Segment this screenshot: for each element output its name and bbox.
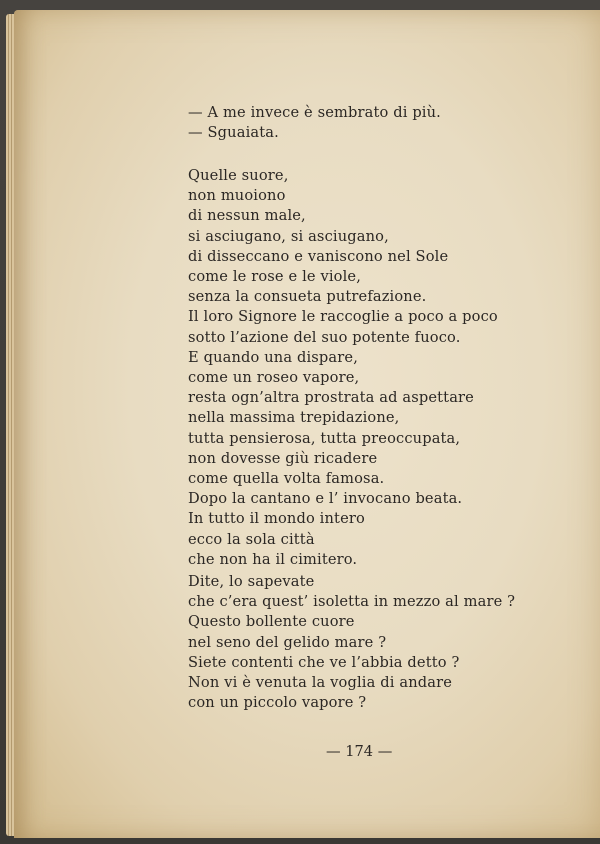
stanza-1-line: di disseccano e vaniscono nel Sole <box>188 247 449 265</box>
stanza-1-line: come un roseo vapore, <box>188 369 360 386</box>
stanza-1-line: nella massima trepidazione, <box>188 409 400 427</box>
page-number: — 174 — <box>326 743 393 760</box>
book-page <box>14 10 600 838</box>
stanza-2-line: Questo bollente cuore <box>188 613 355 631</box>
dialogue-line: — A me invece è sembrato di più. <box>188 104 441 121</box>
stanza-1-line: come quella volta famosa. <box>188 470 385 487</box>
stanza-1-line: resta ogn’altra prostrata ad aspettare <box>188 389 474 407</box>
stanza-1-line: di nessun male, <box>188 207 306 225</box>
stanza-2-line: Non vi è venuta la voglia di andare <box>188 674 453 691</box>
stanza-2-line: Dite, lo sapevate <box>188 573 315 590</box>
stanza-2-line: Siete contenti che ve l’abbia detto ? <box>188 653 460 671</box>
stanza-1-line: si asciugano, si asciugano, <box>188 227 389 245</box>
stanza-2-line: che c’era quest’ isoletta in mezzo al mare ? <box>188 593 516 611</box>
stanza-1-line: Dopo la cantano e l’ invocano beata. <box>188 490 463 508</box>
stanza-1-line: In tutto il mondo intero <box>188 510 365 528</box>
stanza-1-line: che non ha il cimitero. <box>188 550 358 568</box>
stanza-1-line: tutta pensierosa, tutta preoccupata, <box>188 429 461 447</box>
stanza-1-line: senza la consueta putrefazione. <box>188 288 427 306</box>
stanza-1-line: come le rose e le viole, <box>188 268 362 285</box>
stanza-2-line: nel seno del gelido mare ? <box>188 633 387 651</box>
stanza-2-line: con un piccolo vapore ? <box>188 694 367 712</box>
stanza-1-line: ecco la sola città <box>188 530 315 548</box>
stanza-1-line: non muoiono <box>188 187 286 205</box>
dialogue-line: — Sguaiata. <box>188 124 279 142</box>
stanza-1-line: E quando una dispare, <box>188 348 358 366</box>
stanza-1-line: Il loro Signore le raccoglie a poco a poco <box>188 308 498 326</box>
stanza-1-line: sotto l’azione del suo potente fuoco. <box>188 328 461 346</box>
stanza-1-line: Quelle suore, <box>188 167 289 184</box>
stanza-1-line: non dovesse giù ricadere <box>188 449 378 467</box>
